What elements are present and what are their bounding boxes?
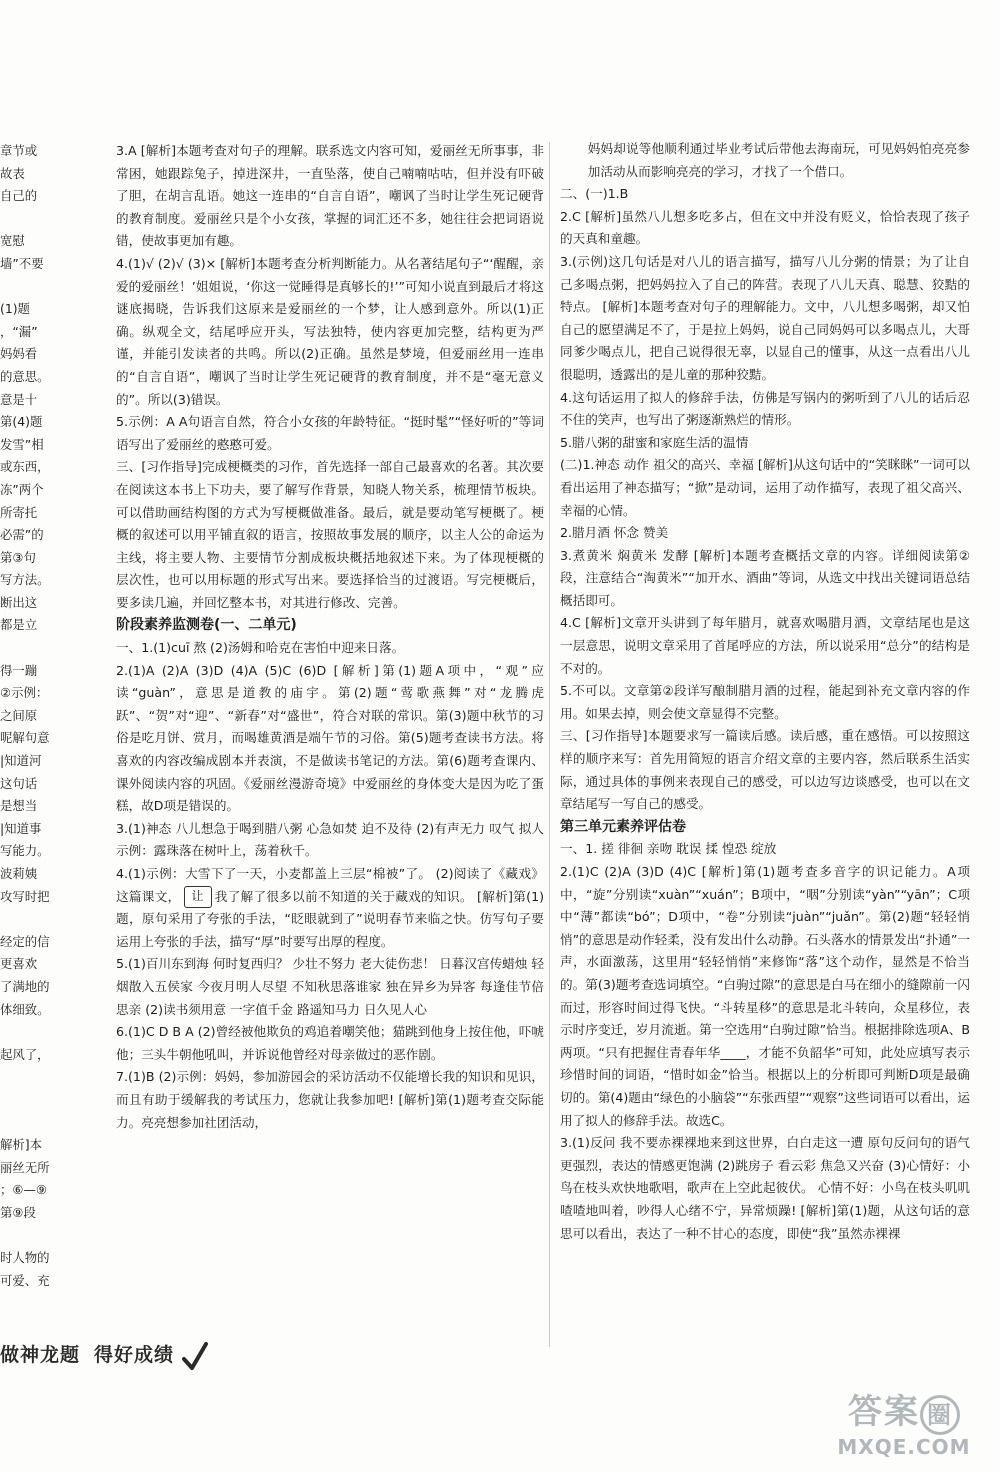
answer-paragraph: 3.A [解析]本题考查对句子的理解。联系选文内容可知，爱丽丝无所事事，非常困，她跟踪兔子，掉进深井，一直坠落，使自己喃喃咕咕，但并没有吓破了胆，在胡言乱语。她这一连串的“自言自语”，嘲讽了当时让学生死记硬背的教育制度。爱丽丝只是个小女孩，掌握的词汇还不多，她往往会把词语说错，使故事更加有趣。 <box>116 143 544 249</box>
left-edge-line: 波莉姨 <box>0 866 38 881</box>
answer-paragraph: 4.(1)√ (2)√ (3)× [解析]本题考查分析判断能力。从名著结尾句子“‘醒醒，亲爱的爱丽丝！’姐姐说，‘你这一觉睡得是真够长的!’”可知小说直到最后才将这谜底揭晓，告诉我们这原来是爱丽丝的一个梦，让人感到意外。所以(1)正确。纵观全文，结尾呼应开头，写法独特，使内容更加完整，结构更为严谨，并能引发读者的共鸣。所以(2)正确。虽然是梦境，但爱丽丝用一连串的“自言自语”，嘲讽了当时让学生死记硬背的教育制度，并不是“毫无意义的”。所以(3)错误。 <box>116 255 544 407</box>
answer-paragraph: 5.(1)百川东到海 何时复西归？ 少壮不努力 老大徒伤悲！ 日暮汉宫传蜡烛 轻烟散入五侯家 今夜月明人尽望 不知秋思落谁家 独在异乡为异客 每逢佳节倍思亲 (2)读书须用意 一字值千金 路遥知马力 日久见人心 <box>116 956 544 1017</box>
answer-paragraph: 3.(1)神态 八儿想急于喝到腊八粥 心急如焚 迫不及待 (2)有声无力 叹气 拟人 示例：露珠落在树叶上，荡着秋千。 <box>116 820 544 859</box>
left-edge-line <box>0 208 52 231</box>
left-edge-line <box>0 1112 52 1135</box>
left-edge-line: 时人物的 <box>0 1250 50 1266</box>
left-edge-line: 断出这 <box>0 594 38 610</box>
left-edge-line <box>0 276 52 299</box>
left-edge-line: 所寄托 <box>0 504 38 520</box>
left-edge-line: 的意思。 <box>0 368 50 384</box>
left-edge-line: 意是十 <box>0 391 38 407</box>
left-edge-line: 体细致。 <box>0 1001 50 1017</box>
answer-column-middle <box>116 140 544 1134</box>
answer-paragraph <box>116 863 544 953</box>
left-edge-line: ，“漏” <box>0 323 38 339</box>
watermark-url: MXQE.COM <box>837 1435 971 1459</box>
answer-text: 4.(1)示例：大雪下了一天，小麦都盖上三层“棉被”了。 (2)阅读了《藏戏》这篇课文， <box>116 866 544 904</box>
left-edge-line: |知道河 <box>0 753 42 769</box>
answer-paragraph: 3.(示例)这几句话是对八儿的语言描写，描写八儿分粥的情景；为了让自己多喝点粥，把妈妈拉入了自己的阵营。表现了八儿天真、聪慧、狡黠的特点。 [解析]本题考查对句子的理解能力。文中，八儿想多喝粥，却又怕自己的愿望满足不了，于是拉上妈妈，说自己同妈妈可以多喝点儿，大哥同爹少喝点儿，把自己说得很无辜，以显自己的懂事，从这一点看出八儿很聪明，透露出的是儿童的那种狡黠。 <box>560 253 970 382</box>
left-edge-line: 或东西， <box>0 459 50 475</box>
answer-paragraph: 一、1. 搓 徘徊 亲吻 耽误 揉 惶恐 绽放 <box>560 841 777 857</box>
answer-paragraph: 2.(1)A (2)A (3)D (4)A (5)C (6)D [解析]第(1)题A项中，“观”应读“guàn”，意思是道教的庙宇。第(2)题“莺歌燕舞”对“龙腾虎跃”、“贺”对“迎”、“新春”对“盛世”，符合对联的常识。第(3)题中秋节的习俗是吃月饼、赏月，而喝雄黄酒是端午节的习俗。第(5)题考查读书方法。将喜欢的内容改编成剧本并表演，不是做读书笔记的方法。第(6)题考查课内、课外阅读内容的巩固。《爱丽丝漫游奇境》中爱丽丝的身体变大是因为吃了蛋糕，故D项是错误的。 <box>116 662 544 814</box>
answer-paragraph: 二、(一)1.B <box>560 186 629 202</box>
checkmark-icon <box>182 1341 208 1371</box>
answer-paragraph: 3.(1)反问 我不要赤裸裸地来到这世界，白白走这一遭 原句反问句的语气更强烈，表达的情感更饱满 (2)跳房子 看云彩 焦急又兴奋 (3)心情好：小鸟在枝头欢快地歌唱，歌声在上空此起彼伏。 心情不好：小鸟在枝头叽叽喳喳地叫着，吵得人心绪不宁，异常烦躁! [解析]第(1)题，从这句话的意思可以看出，表达了一种不甘心的态度，即使“我”虽然赤裸裸 <box>560 1135 970 1241</box>
answer-paragraph: 三、[习作指导]本题要求写一篇读后感。读后感，重在感悟。可以按照这样的顺序来写：首先用简短的语言介绍文章的主要内容，然后联系生活实际，通过具体的事例来表现自己的感受，可以边写边谈感受，也可以在文章结尾写一写自己的感受。 <box>560 728 970 812</box>
answer-paragraph: 一、1.(1)cuī 熬 (2)汤姆和哈克在害怕中迎来日落。 <box>116 640 405 656</box>
left-edge-line: 可爱、充 <box>0 1272 50 1288</box>
answer-paragraph: 妈妈却说等他顺利通过毕业考试后带他去海南玩，可见妈妈怕亮亮参加活动从而影响亮亮的学习，才找了一个借口。 <box>587 141 970 179</box>
answer-paragraph: 7.(1)B (2)示例：妈妈，参加游园会的采访活动不仅能增长我的知识和见识，而且有助于缓解我的考试压力，您就让我参加吧! [解析]第(1)题考查交际能力。亮亮想参加社团活动， <box>116 1069 544 1130</box>
answer-paragraph: 5.示例：A A句语言自然，符合小女孩的年龄特征。“挺时髦”“怪好听的”等词语写出了爱丽丝的憨憨可爱。 <box>116 414 544 452</box>
inline-figure-icon: 让 <box>184 886 212 908</box>
left-edge-line: 发雪”相 <box>0 436 44 452</box>
answer-paragraph: 6.(1)C D B A (2)曾经被他欺负的鸡追着嘲笑他；猫跳到他身上按住他，吓唬他；三头牛朝他吼叫，并诉说他曾经对母亲做过的恶作剧。 <box>116 1024 544 1062</box>
left-edge-line: 攻写时把 <box>0 888 50 904</box>
left-edge-line: |知道事 <box>0 820 42 836</box>
left-edge-line: 解析]本 <box>0 1137 43 1153</box>
left-edge-line: 妈妈看 <box>0 346 38 362</box>
answer-paragraph: 5.不可以。文章第②段详写酿制腊月酒的过程，能起到补充文章内容的作用。如果去掉，则会使文章显得不完整。 <box>560 683 970 721</box>
answer-paragraph: 4.这句话运用了拟人的修辞手法，仿佛是写锅内的粥听到了八儿的话后忍不住的笑声，也写出了粥逐渐熟烂的情形。 <box>560 389 970 428</box>
watermark <box>824 1384 984 1459</box>
column-divider <box>549 142 550 1347</box>
answer-paragraph: 2.C [解析]虽然八儿想多吃多占，但在文中并没有贬义，恰恰表现了孩子的天真和童趣。 <box>560 208 970 247</box>
answer-paragraph: 2.(1)C (2)A (3)D (4)C [解析]第(1)题考查多音字的识记能力。A项中，“旋”分别读“xuàn”“xuán”；B项中，“咽”分别读“yàn”“yān”；C项中“薄”都读“bó”；D项中，“卷”分别读“juàn”“juǎn”。第(2)题“轻轻悄悄”的意思是动作轻柔，没有发出什么动静。石头落水的情景发出“扑通”一声，水面激荡，这里用“轻轻悄悄”来修饰“落”这个动作，显然是不恰当的。第(3)题考查选词填空。“白驹过隙”的意思是白马在细小的缝隙前一闪而过，形容时间过得飞快。“斗转星移”的意思是北斗转向，众星移位，表示时序变迁，岁月流逝。第一空选用“白驹过隙”恰当。根据排除选项A、B两项。“只有把握住青春年华____，才能不负韶华”可知，此处应填写表示珍惜时间的词语，“惜时如金”恰当。根据以上的分析即可判断D项是最确切的。第(4)题由“绿色的小脑袋”“东张西望”“观察”这些词语可以看出，运用了拟人的修辞手法。故选C。 <box>560 864 970 1128</box>
left-edge-line <box>0 908 52 931</box>
slogan-part2: 得好成绩 <box>94 1344 175 1366</box>
left-edge-clipped-column <box>0 140 52 1292</box>
left-edge-line: 第③句 <box>0 549 36 565</box>
left-edge-line: 丽丝无所 <box>0 1159 50 1175</box>
section-title: 阶段素养监测卷(一、二单元) <box>116 617 297 634</box>
left-edge-line: 更喜欢 <box>0 956 38 972</box>
left-edge-line: 章节或 <box>0 143 38 158</box>
section-title: 第三单元素养评估卷 <box>560 818 686 835</box>
left-edge-line: 故表 <box>0 165 25 181</box>
answer-paragraph: 3.煮黄米 焖黄米 发酵 [解析]本题考查概括文章的内容。详细阅读第②段，注意结合“淘黄米”“加开水、酒曲”等词，从选文中找出关键词语总结概括即可。 <box>560 547 970 608</box>
answer-paragraph: 2.腊月酒 怀念 赞美 <box>560 525 669 541</box>
left-edge-line: 必需”的 <box>0 527 44 543</box>
left-edge-line: 都是立 <box>0 617 38 633</box>
left-edge-line <box>0 1066 52 1089</box>
watermark-top <box>824 1384 984 1435</box>
answer-text: 我了解了很多以前不知道的关于藏戏的知识。 [解析]第(1)题，原句采用了夸张的手法，“眨眼就到了”说明春节来临之快。仿写句子要运用上夸张的手法，描写“厚”时要写出厚的程度。 <box>116 888 545 949</box>
left-edge-line: 之间原 <box>0 707 38 723</box>
left-edge-line: 写能力。 <box>0 843 50 859</box>
answer-paragraph: 4.C [解析]文章开头讲到了每年腊月，就喜欢喝腊月酒，文章结尾也是这一层意思，说明文章采用了首尾呼应的方法，所以说采用“总分”的结构是不对的。 <box>560 615 970 676</box>
slogan-part1: 做神龙题 <box>0 1344 81 1366</box>
left-edge-line: 墙”不要 <box>0 255 44 271</box>
left-edge-line: 是想当 <box>0 798 38 814</box>
left-edge-line <box>0 637 52 660</box>
watermark-badge: 圈 <box>920 1395 960 1435</box>
left-edge-line: ；⑥—⑨ <box>0 1182 47 1198</box>
left-edge-line: ②示例： <box>0 685 49 701</box>
left-edge-line: 宽慰 <box>0 233 25 249</box>
left-edge-line: (1)题 <box>0 301 30 317</box>
answer-paragraph: 三、[习作指导]完成梗概类的习作，首先选择一部自己最喜欢的名著。其次要在阅读这本书上下功夫，要了解写作背景，知晓人物关系，梳理情节板块。可以借助画结构图的方式为写梗概做准备。最后，就是要动笔写梗概了。梗概的叙述可以用平铺直叙的语言，按照故事发展的顺序，以主人公的命运为主线，将主要人物、主要情节分割成板块概括地叙述下来。为了体现梗概的层次性，也可以用标题的形式写出来。要选择恰当的过渡语。写完梗概后，要多读几遍，并回忆整本书，对其进行修改、完善。 <box>116 459 544 610</box>
answer-column-right <box>560 138 970 1245</box>
left-edge-line: 冻”两个 <box>0 481 44 497</box>
answer-paragraph: 5.腊八粥的甜蜜和家庭生活的温情 <box>560 434 749 450</box>
left-edge-line: 经定的信 <box>0 933 50 949</box>
watermark-text: 答案 <box>848 1392 920 1432</box>
left-edge-line <box>0 1021 52 1044</box>
left-edge-line: 这句话 <box>0 775 38 791</box>
footer-slogan <box>0 1340 208 1371</box>
left-edge-line: 起风了， <box>0 1046 50 1062</box>
left-edge-line: 第⑨段 <box>0 1204 36 1220</box>
left-edge-line: 写方法。 <box>0 572 50 588</box>
left-edge-line: 自己的 <box>0 188 38 204</box>
left-edge-line <box>0 1089 52 1112</box>
left-edge-line <box>0 1225 52 1248</box>
left-edge-line: 得一蹦 <box>0 662 38 678</box>
left-edge-line: 第(4)题 <box>0 414 43 430</box>
answer-paragraph: (二)1.神态 动作 祖父的高兴、幸福 [解析]从这句话中的“笑眯眯”一词可以看出运用了神态描写；“掀”是动词，运用了动作描写，表现了祖父高兴、幸福的心情。 <box>560 457 970 518</box>
left-edge-line: 了满地的 <box>0 978 50 994</box>
left-edge-line: 呢解句意 <box>0 730 50 746</box>
